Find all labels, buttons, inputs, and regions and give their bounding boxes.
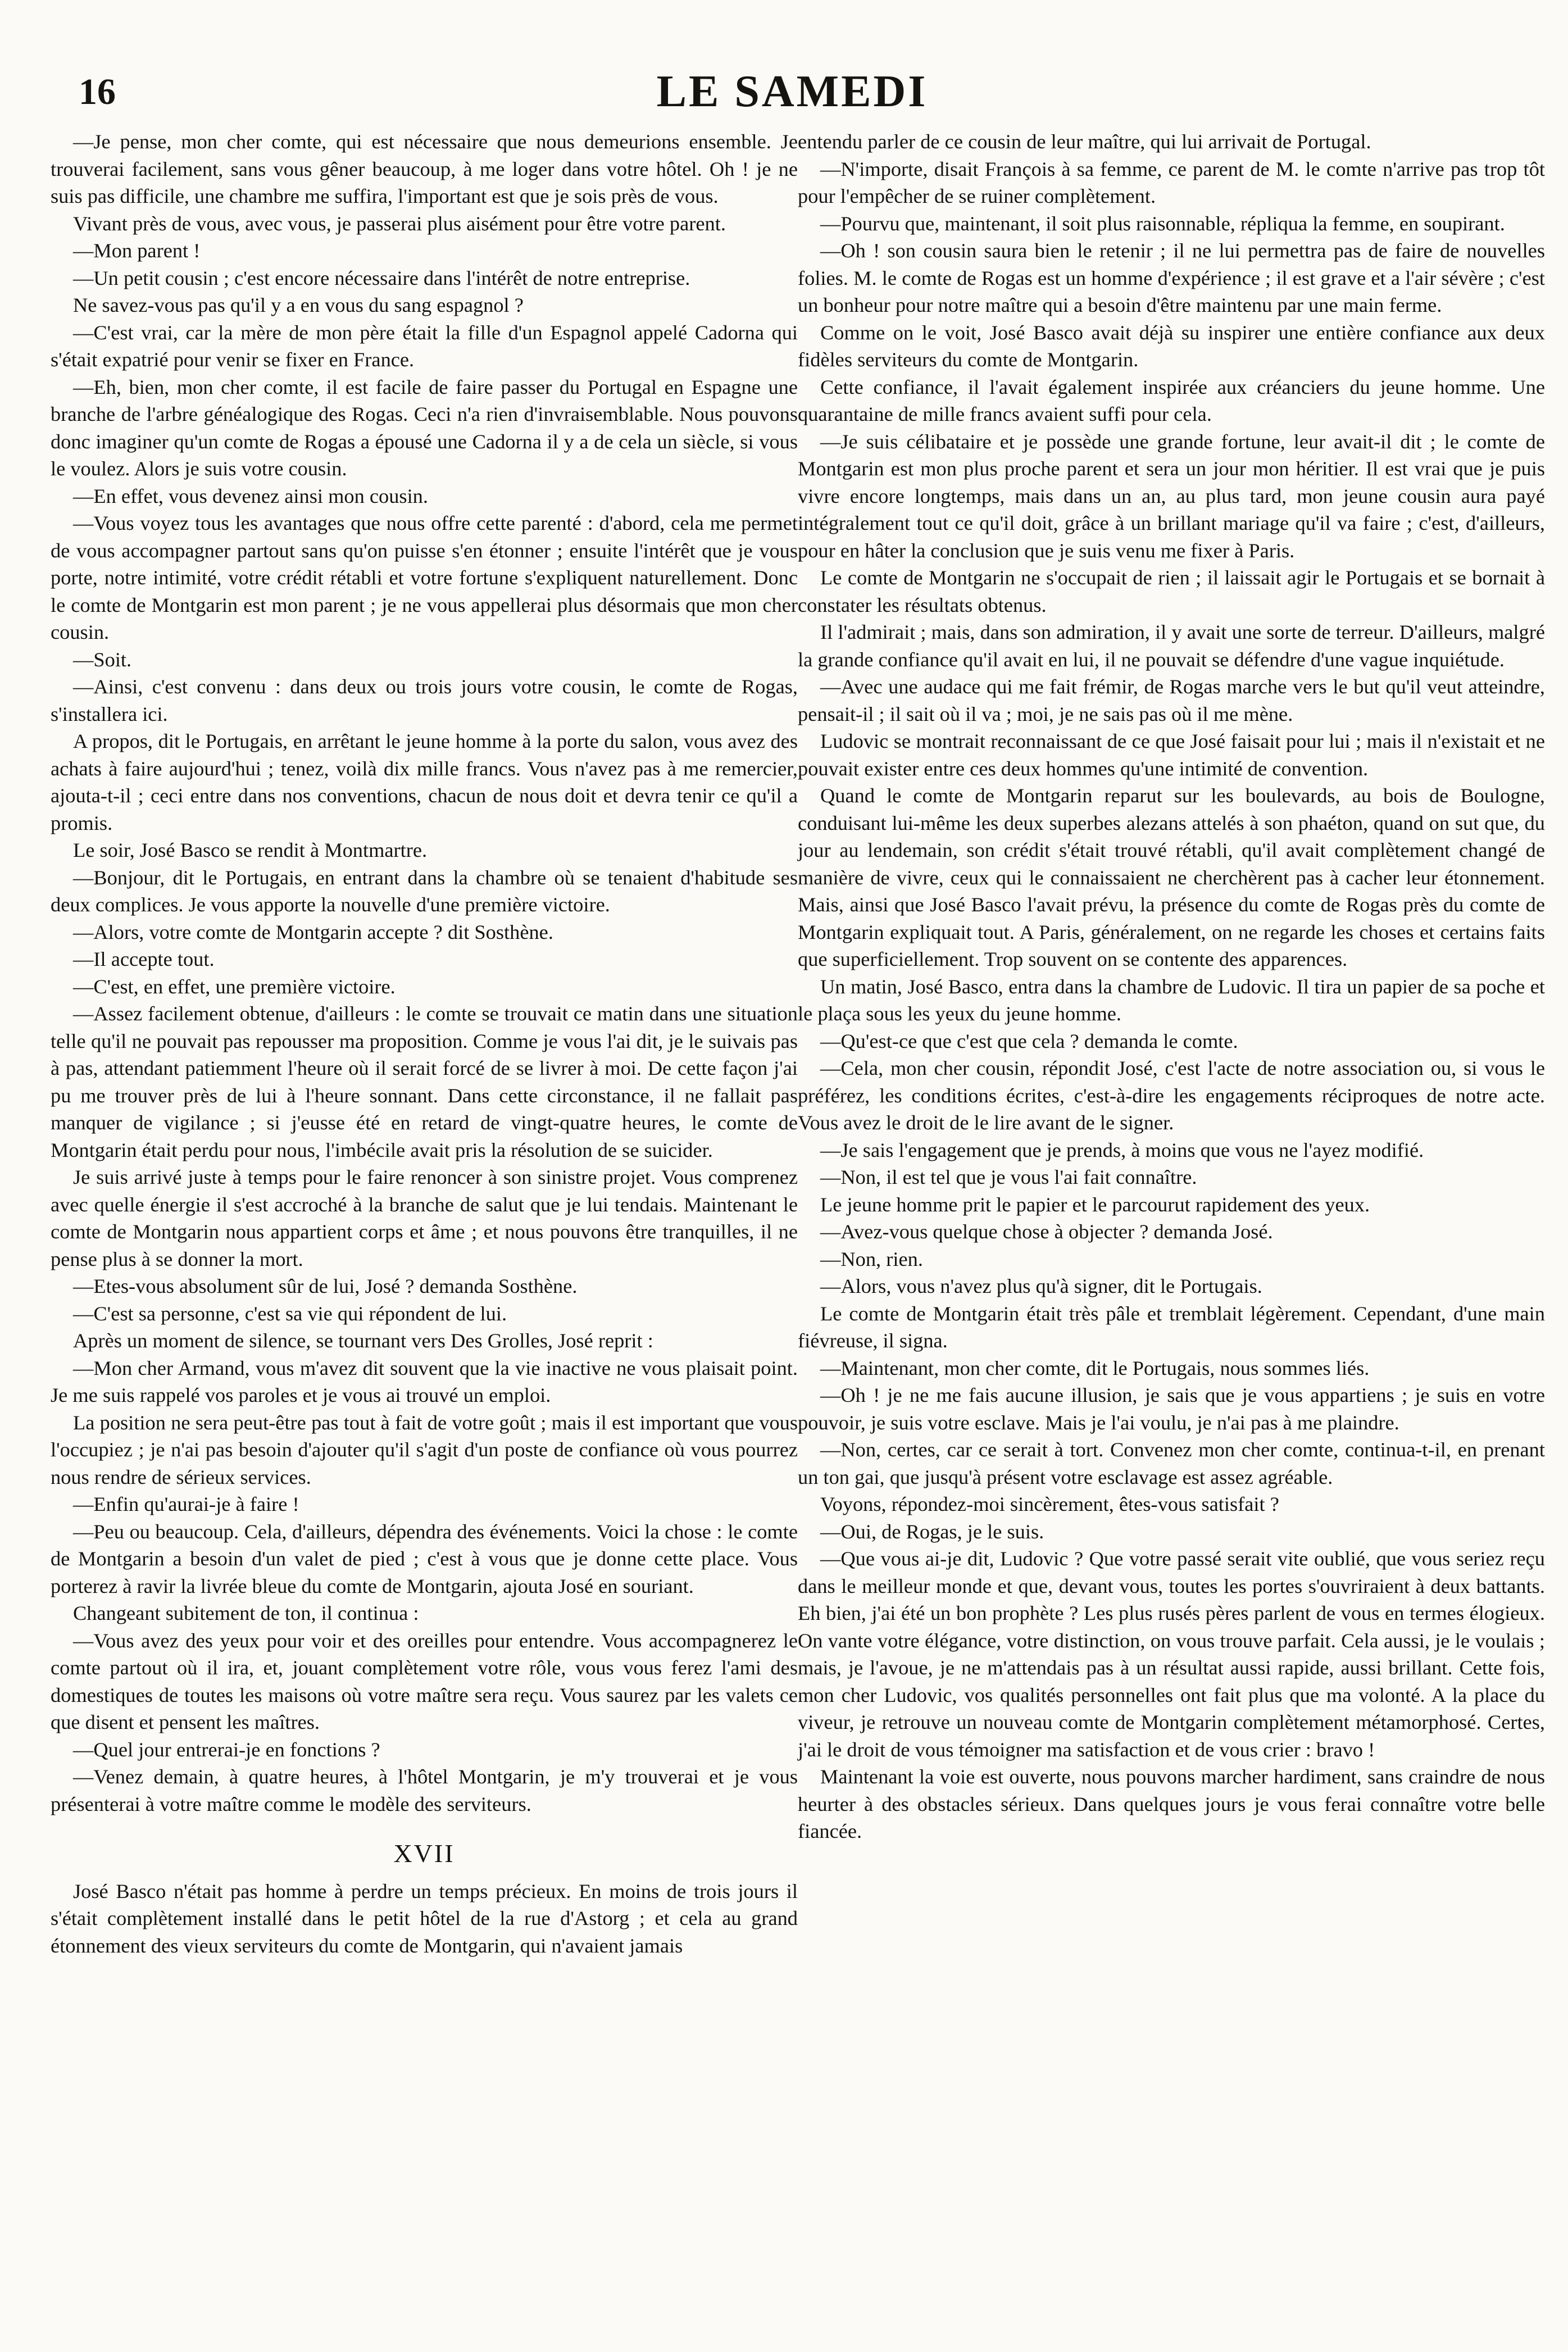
paragraph: —Avec une audace qui me fait frémir, de Rogas marche vers le but qu'il veut atteindre, pensait-il ; il sait où il va ; moi, je ne sais pas où il me mène. bbox=[798, 675, 1545, 725]
paragraph: La position ne sera peut-être pas tout à fait de votre goût ; mais il est important que vous l'occupiez ; je n'ai pas besoin d'ajouter qu'il s'agit d'un poste de confiance où vous pourrez nous rendre de sérieux services. bbox=[51, 1411, 798, 1488]
paragraph: Ne savez-vous pas qu'il y a en vous du sang espagnol ? bbox=[73, 294, 524, 316]
paragraph: —Peu ou beaucoup. Cela, d'ailleurs, dépendra des événements. Voici la chose : le comte de Montgarin a besoin d'un valet de pied ; c'est à vous que je donne cette place. Vous porterez à ravir la livrée bleue du comte de Montgarin, ajouta José en souriant. bbox=[51, 1520, 798, 1597]
paragraph: —Alors, votre comte de Montgarin accepte ? dit Sosthène. bbox=[73, 920, 553, 943]
paragraph: —Oh ! son cousin saura bien le retenir ; il ne lui permettra pas de faire de nouvelles folies. M. le comte de Rogas est un homme d'expérience ; il est grave et a l'air sévère ; c'est un bonheur pour notre maître qui a besoin d'être maintenu par une main ferme. bbox=[798, 239, 1545, 316]
right-paragraphs bbox=[798, 128, 1545, 1845]
paragraph: Le jeune homme prit le papier et le parcourut rapidement des yeux. bbox=[820, 1193, 1370, 1216]
paragraph: —En effet, vous devenez ainsi mon cousin. bbox=[73, 484, 428, 507]
paragraph: —Mon cher Armand, vous m'avez dit souvent que la vie inactive ne vous plaisait point. Je me suis rappelé vos paroles et je vous ai trouvé un emploi. bbox=[51, 1356, 798, 1406]
paragraph: —Maintenant, mon cher comte, dit le Portugais, nous sommes liés. bbox=[820, 1356, 1370, 1379]
paragraph: Vivant près de vous, avec vous, je passerai plus aisément pour être votre parent. bbox=[73, 212, 726, 235]
paragraph: Maintenant la voie est ouverte, nous pouvons marcher hardiment, sans craindre de nous heurter à des obstacles sérieux. Dans quelques jours je vous ferai connaître votre belle fiancée. bbox=[798, 1765, 1545, 1842]
paragraph: —Avez-vous quelque chose à objecter ? demanda José. bbox=[820, 1220, 1273, 1243]
paragraph: Voyons, répondez-moi sincèrement, êtes-vous satisfait ? bbox=[820, 1493, 1279, 1515]
paragraph: —Un petit cousin ; c'est encore nécessaire dans l'intérêt de notre entreprise. bbox=[73, 266, 690, 289]
paragraph: —Je sais l'engagement que je prends, à moins que vous ne l'ayez modifié. bbox=[820, 1138, 1424, 1161]
paragraph: —Eh, bien, mon cher comte, il est facile de faire passer du Portugal en Espagne une branche de l'arbre généalogique des Rogas. Ceci n'a rien d'invraisemblable. Nous pouvons donc imaginer qu'un comte de Rogas a épousé une Cadorna il y a de cela un siècle, si vous le voulez. Alors je suis votre cousin. bbox=[51, 375, 798, 480]
paragraph: —Non, il est tel que je vous l'ai fait connaître. bbox=[820, 1166, 1197, 1188]
paragraph: Quand le comte de Montgarin reparut sur les boulevards, au bois de Boulogne, conduisant lui-même les deux superbes alezans attelés à son phaéton, quand on sut que, du jour au lendemain, son crédit s'était trouvé rétabli, qu'il avait complètement changé de manière de vivre, ceux qui le connaissaient ne cherchèrent pas à cacher leur étonnement. Mais, ainsi que José Basco l'avait prévu, la présence du comte de Rogas près du comte de Montgarin expliquait tout. A Paris, généralement, on ne regarde les choses et certains faits que superficiellement. Trop souvent on se contente des apparences. bbox=[798, 784, 1545, 970]
paragraph: —Non, certes, car ce serait à tort. Convenez mon cher comte, continua-t-il, en prenant un ton gai, que jusqu'à présent votre esclavage est assez agréable. bbox=[798, 1438, 1545, 1488]
left-column bbox=[51, 128, 798, 1959]
paragraph: Le soir, José Basco se rendit à Montmartre. bbox=[73, 839, 428, 861]
right-column bbox=[798, 128, 1545, 1845]
left-paragraphs bbox=[51, 128, 798, 1818]
paragraph: —Ainsi, c'est convenu : dans deux ou trois jours votre cousin, le comte de Rogas, s'installera ici. bbox=[51, 675, 798, 725]
paragraph: —Bonjour, dit le Portugais, en entrant dans la chambre où se tenaient d'habitude ses deux complices. Je vous apporte la nouvelle d'une première victoire. bbox=[51, 866, 798, 916]
paragraph: —Venez demain, à quatre heures, à l'hôtel Montgarin, je m'y trouverai et je vous présenterai à votre maître comme le modèle des serviteurs. bbox=[51, 1765, 798, 1815]
paragraph: —Je pense, mon cher comte, qui est nécessaire que nous demeurions ensemble. Je trouverai facilement, sans vous gêner beaucoup, à me loger dans votre hôtel. Oh ! je ne suis pas difficile, une chambre me suffira, l'important est que je sois près de vous. bbox=[51, 130, 798, 207]
paragraph: —Enfin qu'aurai-je à faire ! bbox=[73, 1493, 299, 1515]
paragraph: —Non, rien. bbox=[820, 1247, 923, 1270]
left-paragraphs-after-chapter bbox=[51, 1878, 798, 1960]
paragraph: —N'importe, disait François à sa femme, ce parent de M. le comte n'arrive pas trop tôt pour l'empêcher de se ruiner complètement. bbox=[798, 157, 1545, 207]
paragraph: —Mon parent ! bbox=[73, 239, 201, 262]
paragraph: —C'est, en effet, une première victoire. bbox=[73, 975, 396, 998]
paragraph: José Basco n'était pas homme à perdre un temps précieux. En moins de trois jours il s'était complètement installé dans le petit hôtel de la rue d'Astorg ; et cela au grand étonnement des vieux serviteurs du comte de Montgarin, qui n'avaient jamais bbox=[51, 1879, 798, 1957]
paragraph: Changeant subitement de ton, il continua : bbox=[73, 1602, 419, 1624]
paragraph: Il l'admirait ; mais, dans son admiration, il y avait une sorte de terreur. D'ailleurs, malgré la grande confiance qu'il avait en lui, il ne pouvait se défendre d'une vague inquiétude. bbox=[798, 621, 1545, 671]
journal-title: LE SAMEDI bbox=[656, 67, 928, 116]
paragraph: Un matin, José Basco, entra dans la chambre de Ludovic. Il tira un papier de sa poche et le plaça sous les yeux du jeune homme. bbox=[798, 975, 1545, 1025]
paragraph: entendu parler de ce cousin de leur maître, qui lui arrivait de Portugal. bbox=[798, 130, 1371, 153]
paragraph: —Oh ! je ne me fais aucune illusion, je sais que je vous appartiens ; je suis en votre pouvoir, je suis votre esclave. Mais je l'ai voulu, je n'ai pas à me plaindre. bbox=[798, 1384, 1545, 1434]
paragraph: Je suis arrivé juste à temps pour le faire renoncer à son sinistre projet. Vous comprenez avec quelle énergie il s'est accroché à la branche de salut que je lui tendais. Maintenant le comte de Montgarin nous appartient corps et âme ; et nous pouvons être tranquilles, il ne pense plus à se donner la mort. bbox=[51, 1166, 798, 1270]
paragraph: Le comte de Montgarin était très pâle et tremblait légèrement. Cependant, d'une main fiévreuse, il signa. bbox=[798, 1302, 1545, 1352]
paragraph: —Soit. bbox=[73, 648, 132, 671]
paragraph: —Quel jour entrerai-je en fonctions ? bbox=[73, 1738, 380, 1761]
paragraph: —Que vous ai-je dit, Ludovic ? Que votre passé serait vite oublié, que vous seriez reçu dans le meilleur monde et que, devant vous, toutes les portes s'ouvriraient à deux battants. Eh bien, j'ai été un bon prophète ? Les plus rusés pères parlent de vous en termes élogieux. On vante votre élégance, votre distinction, on vous trouve parfait. Cela aussi, je le voulais ; mais, je l'avoue, je ne m'attendais pas à un résultat aussi rapide, aussi brillant. Cette fois, mon cher Ludovic, vos qualités personnelles ont fait plus que ma volonté. A la place du viveur, je retrouve un nouveau comte de Montgarin complètement métamorphosé. Certes, j'ai le droit de vous témoigner ma satisfaction et de vous crier : bravo ! bbox=[798, 1547, 1545, 1761]
paragraph: A propos, dit le Portugais, en arrêtant le jeune homme à la porte du salon, vous avez des achats à faire aujourd'hui ; tenez, voilà dix mille francs. Vous n'avez pas à me remercier, ajouta-t-il ; ceci entre dans nos conventions, chacun de nous doit et devra tenir ce qu'il a promis. bbox=[51, 730, 798, 834]
paragraph: —C'est vrai, car la mère de mon père était la fille d'un Espagnol appelé Cadorna qui s'était expatrié pour venir se fixer en France. bbox=[51, 321, 798, 371]
paragraph: Cette confiance, il l'avait également inspirée aux créanciers du jeune homme. Une quarantaine de mille francs avaient suffi pour cela. bbox=[798, 375, 1545, 425]
paragraph: —Je suis célibataire et je possède une grande fortune, leur avait-il dit ; le comte de Montgarin est mon plus proche parent et sera un jour mon héritier. Il est vrai que je puis vivre encore longtemps, mais dans un an, au plus tard, mon jeune cousin aura payé intégralement tout ce qu'il doit, grâce à un brillant mariage qu'il va faire ; c'est, d'ailleurs, pour en hâter la conclusion que je suis venu me fixer à Paris. bbox=[798, 430, 1545, 562]
paragraph: —Etes-vous absolument sûr de lui, José ? demanda Sosthène. bbox=[73, 1275, 578, 1297]
paragraph: —Pourvu que, maintenant, il soit plus raisonnable, répliqua la femme, en soupirant. bbox=[820, 212, 1505, 235]
paragraph: Ludovic se montrait reconnaissant de ce que José faisait pour lui ; mais il n'existait et ne pouvait exister entre ces deux hommes qu'une intimité de convention. bbox=[798, 730, 1545, 780]
paragraph: —Qu'est-ce que c'est que cela ? demanda le comte. bbox=[820, 1029, 1238, 1052]
paragraph: Le comte de Montgarin ne s'occupait de rien ; il laissait agir le Portugais et se bornait à constater les résultats obtenus. bbox=[798, 566, 1545, 616]
paragraph: Comme on le voit, José Basco avait déjà su inspirer une entière confiance aux deux fidèles serviteurs du comte de Montgarin. bbox=[798, 321, 1545, 371]
page-number: 16 bbox=[79, 71, 116, 112]
paragraph: Après un moment de silence, se tournant vers Des Grolles, José reprit : bbox=[73, 1329, 653, 1352]
chapter-heading: XVII bbox=[393, 1839, 455, 1868]
paragraph: —Oui, de Rogas, je le suis. bbox=[820, 1520, 1044, 1543]
paragraph: —Alors, vous n'avez plus qu'à signer, dit le Portugais. bbox=[820, 1275, 1262, 1297]
paragraph: —C'est sa personne, c'est sa vie qui répondent de lui. bbox=[73, 1302, 507, 1325]
paragraph: —Vous avez des yeux pour voir et des oreilles pour entendre. Vous accompagnerez le comte partout où il ira, et, jouant complètement votre rôle, vous vous ferez l'ami des domestiques de toutes les maisons où votre maître sera reçu. Vous saurez par les valets ce que disent et pensent les maîtres. bbox=[51, 1629, 798, 1733]
page-header bbox=[79, 61, 1506, 128]
paragraph: —Assez facilement obtenue, d'ailleurs : le comte se trouvait ce matin dans une situation telle qu'il ne pouvait pas repousser ma proposition. Comme je vous l'ai dit, je le suivais pas à pas, attendant patiemment l'heure où il serait forcé de se livrer à moi. De cette façon j'ai pu me trouver près de lui à l'heure sonnant. Dans cette circonstance, il ne fallait pas manquer de vigilance ; si j'eusse été en retard de vingt-quatre heures, le comte de Montgarin était perdu pour nous, l'imbécile avait pris la résolution de se suicider. bbox=[51, 1002, 798, 1161]
paragraph: —Il accepte tout. bbox=[73, 948, 215, 970]
paragraph: —Cela, mon cher cousin, répondit José, c'est l'acte de notre association ou, si vous le préférez, les conditions écrites, c'est-à-dire les engagements réciproques de notre acte. Vous avez le droit de le lire avant de le signer. bbox=[798, 1057, 1545, 1134]
paragraph: —Vous voyez tous les avantages que nous offre cette parenté : d'abord, cela me permet de vous accompagner partout sans qu'on puisse s'en étonner ; ensuite l'intérêt que je vous porte, notre intimité, votre crédit rétabli et votre fortune s'expliquent naturellement. Donc le comte de Montgarin est mon parent ; je ne vous appellerai plus désormais que mon cher cousin. bbox=[51, 512, 798, 643]
